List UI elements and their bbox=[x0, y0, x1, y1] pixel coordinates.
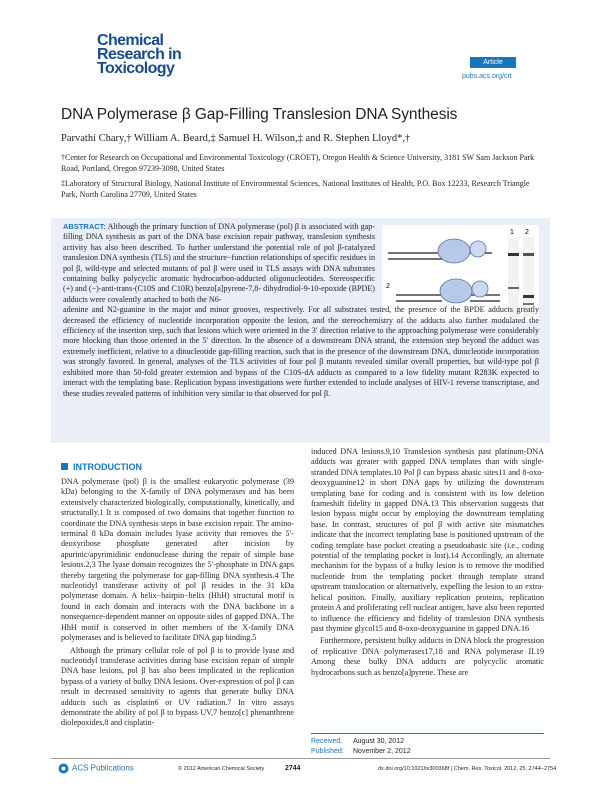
abstract-body-top: Although the primary function of DNA polymerase (pol) β is associated with gap-filling DNA synthesis as part of the DNA base excision repair pathway, translesion synthesis activity has also been described. To further understand the potential role of pol β-catalyzed translesion DNA synthesis (TLS) and the structure−function relationships of specific residues in pol β, wild-type and selected mutants of pol β were used in TLS assays with DNA substrates containing bulky polycyclic aromatic hydrocarbon-adducted oligonucleotides. Stereospecific (+) and (−)-anti-trans-(C10S and C10R) benzo[a]pyrene-7,8- dihydrodiol-9-10-epoxide (BPDE) adducts were covalently attached to both the N6- bbox=[63, 222, 375, 304]
page-number: 2744 bbox=[285, 765, 301, 772]
intro-paragraph-1: DNA polymerase (pol) β is the smallest eukaryotic polymerase (39 kDa) belonging to the X-family of DNA polymerases and has been extensively characterized biologically, computationally, kinetically, and structurally.1 It is composed of two domains that together function to coordinate the DNA synthesis steps in base excision repair. The amino-terminal 8 kDa domain includes lyase activity that removes the 5′-deoxyribose phosphate generated after incision by apurinic/apyrimidinic endonuclease during the repair of simple base lesions.2,3 The lyase domain recognizes the 5′-phosphate in DNA gaps thereby targeting the polymerase for gap-filling DNA synthesis.4 The nucleotidyl transferase activity of pol β resides in the 31 kDa polymerase domain. A helix−hairpin−helix (HhH) structural motif is found in each domain and interacts with the DNA backbone in a nonsequence-dependent manner on opposite sides of gapped DNA. The HhH motif is conserved in other members of the X-family DNA polymerases and is believed to facilitate DNA gap binding.5 bbox=[61, 477, 294, 643]
published-label: Published: bbox=[311, 748, 344, 755]
received-row bbox=[311, 737, 544, 747]
left-column bbox=[61, 477, 294, 731]
abstract-top-block bbox=[63, 222, 375, 305]
abstract-lead: ABSTRACT: bbox=[63, 222, 106, 231]
abstract-body-bottom: adenine and N2-guanine in the major and minor grooves, respectively. For all substrates tested, the presence of the BPDE adducts greatly decreased the efficiency of nucleotide incorporation opposite the lesion, and the stereochemistry of the adducts also further modulated the efficiency of the insertion step, such that lesions which were oriented in the 3′ direction relative to the approaching polymerase were considerably more blocking than those oriented in the 5′ direction. In the absence of a downstream DNA strand, the extension step beyond the adduct was extremely inefficient, relative to a dinucleotide gap-filling reaction, such that in the presence of the downstream DNA, dinucleotide incorporation was strongly favored. In general, analyses of the TLS activities of four pol β mutants revealed similar overall properties, but wild-type pol β exhibited more than 50-fold greater extension and bypass of the C10S-dA adducts as compared to a low fidelity mutant R283K expected to interact with the templating base. Replication bypass investigations were further extended to include analyses of HIV-1 reverse transcriptase, and these studies revealed patterns of inhibition very similar to that observed for pol β. bbox=[63, 305, 539, 398]
abstract-text bbox=[63, 222, 539, 399]
intro-paragraph-3: induced DNA lesions.9,10 Translesion synthesis past platinum-DNA adducts was greater with gapped DNA templates than with single-stranded DNA templates.10 Pol β can bypass abasic sites11 and 8-oxo-deoxyguanine12 in short DNA gaps by utilizing the downstream templating base for coding and is consistent with its low deletion frameshift fidelity in gapped DNA.13 This observation suggests that lesion bypass might occur by employing the downstream templating base. In contrast, structures of pol β with active site mismatches indicate that the incorrect templating base is positioned upstream of the coding template base pocket creating a pseudoabasic site (i.e., coding potential of the templating pocket is lost).14 Accordingly, an alternate mechanism for the bypass of a bulky lesion is to remove the modified nucleotide from the templating pocket through template strand upstream translocation or alternatively, expelling the lesion to an extra-helical position. Finally, auxiliary replication proteins, replication protein A and proliferating cell nuclear antigen, have also been reported to influence the efficiency and fidelity of translesion DNA synthesis past thymine glycol15 and 8-oxo-deoxyguanine in gapped DNA.16 bbox=[311, 447, 544, 633]
article-title: DNA Polymerase β Gap-Filling Translesion DNA Synthesis bbox=[61, 106, 458, 123]
received-date: August 30, 2012 bbox=[353, 738, 404, 745]
gel-lane-label-2: 2 bbox=[525, 229, 529, 236]
acs-publications-text: ACS Publications bbox=[72, 763, 134, 773]
journal-logo bbox=[97, 34, 197, 78]
affiliation-2: ‡Laboratory of Structural Biology, National Institute of Environmental Sciences, National Institutes of Health, P.O. Box 12233, Research Triangle Park, North Carolina 27709, United States bbox=[61, 179, 530, 199]
received-label: Received: bbox=[311, 738, 343, 745]
article-type-badge: Article bbox=[470, 57, 516, 68]
intro-paragraph-2: Although the primary cellular role of pol β is to provide lyase and nucleotidyl transferase activities during base excision repair of simple DNA base lesions, pol β has also been implicated in the replication bypass of a variety of bulky DNA lesions. Over-expression of pol β can result in decreased sensitivity to agents that generate bulky DNA adducts such as cisplatin6 or UV radiation.7 In vitro assays demonstrate the ability of pol β to bypass UV,7 benzo[c] phenanthrene diolepoxides,8 and cisplatin- bbox=[61, 645, 294, 728]
acs-publications-logo[interactable] bbox=[58, 763, 134, 774]
logo-line-1: Chemical bbox=[97, 32, 164, 49]
copyright-notice: © 2012 American Chemical Society bbox=[178, 766, 265, 772]
journal-url-link[interactable]: pubs.acs.org/crt bbox=[462, 73, 512, 80]
right-column bbox=[311, 447, 544, 680]
affiliation-1: †Center for Research on Occupational and Environmental Toxicology (CROET), Oregon Health & Science University, 3181 SW Sam Jackson Park Road, Portland, Oregon 97239-3098, United States bbox=[61, 153, 535, 173]
section-square-icon bbox=[61, 463, 68, 470]
logo-line-3: Toxicology bbox=[97, 60, 175, 77]
gel-lane-label-1: 1 bbox=[510, 229, 514, 236]
footer-divider bbox=[51, 758, 550, 759]
intro-paragraph-4: Furthermore, persistent bulky adducts in DNA block the progression of replicative DNA polymerases17,18 and RNA polymerase II.19 Among these bulky DNA adducts are polycyclic aromatic hydrocarbons such as benzo[a]pyrene. These are bbox=[311, 636, 544, 677]
schematic-label-2: 2 bbox=[386, 283, 390, 290]
doi-citation[interactable]: dx.doi.org/10.1021/tx300368f | Chem. Res. Toxicol. 2012, 25, 2744−2754 bbox=[378, 766, 557, 772]
author-list: Parvathi Chary,† William A. Beard,‡ Samuel H. Wilson,‡ and R. Stephen Lloyd*,† bbox=[61, 133, 411, 144]
publication-dates bbox=[311, 733, 544, 757]
published-date: November 2, 2012 bbox=[353, 748, 411, 755]
introduction-heading bbox=[61, 462, 142, 472]
acs-logo-icon bbox=[58, 763, 69, 774]
logo-line-2: Research in bbox=[97, 46, 182, 63]
published-row bbox=[311, 747, 544, 757]
introduction-heading-text: INTRODUCTION bbox=[73, 462, 142, 472]
